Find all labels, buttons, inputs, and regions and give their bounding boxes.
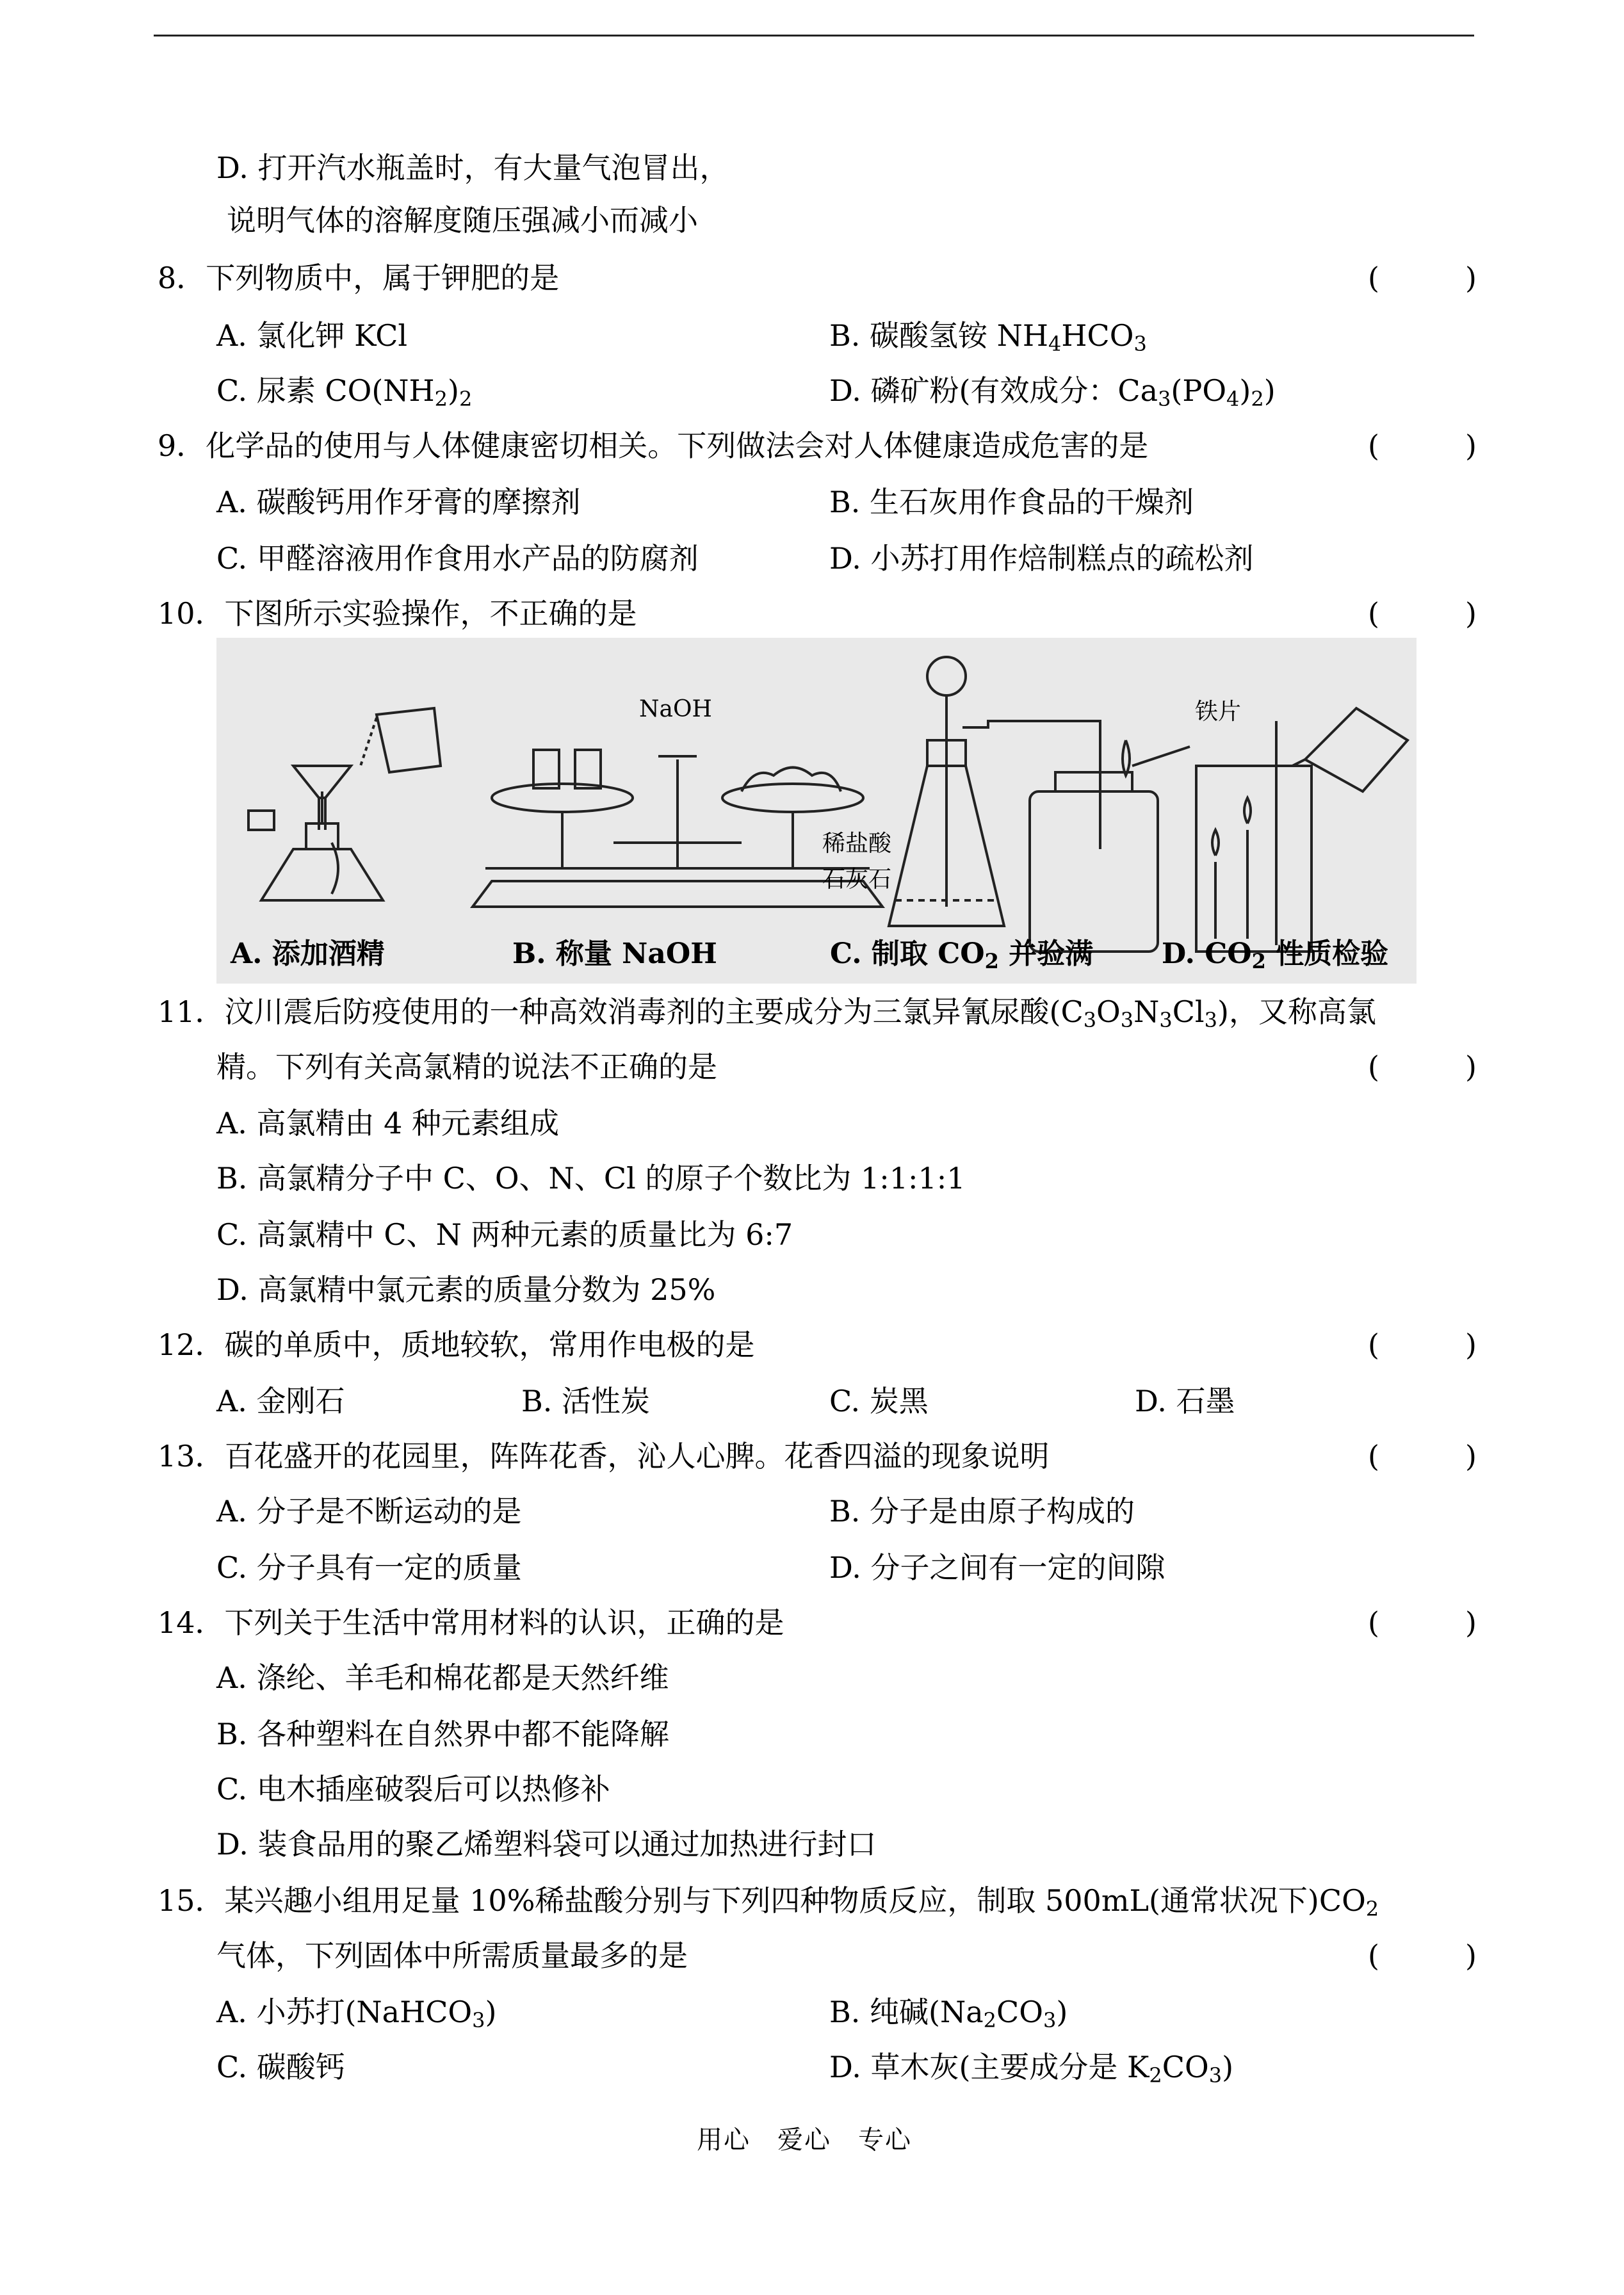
q15-option-b: B. 纯碱$(Na_2CO_3)$: [829, 1995, 1068, 2032]
label-limestone: 石灰石: [822, 866, 892, 893]
q14-stem: 14．下列关于生活中常用材料的认识，正确的是: [158, 1605, 784, 1640]
q13-option-c: C. 分子具有一定的质量: [216, 1550, 522, 1585]
q13-option-b: B. 分子是由原子构成的: [829, 1494, 1135, 1529]
q9-option-d: D. 小苏打用作焙制糕点的疏松剂: [829, 541, 1254, 576]
q7-option-d-line2: 说明气体的溶解度随压强减小而减小: [227, 203, 698, 238]
q14-option-d: D. 装食品用的聚乙烯塑料袋可以通过加热进行封口: [216, 1827, 877, 1861]
q10-experiment-figure: [216, 638, 1417, 984]
page-footer: 用心 爱心 专心: [697, 2125, 912, 2155]
caption-c: C. 制取 $CO_2$ 并验满: [830, 937, 1094, 973]
caption-a: A. 添加酒精: [231, 937, 385, 970]
label-dilute-hcl: 稀盐酸: [822, 831, 892, 857]
q8-option-c: C. 尿素 $CO(NH_2)_2$: [216, 373, 473, 411]
q11-option-a: A. 高氯精由 4 种元素组成: [216, 1106, 559, 1140]
caption-b: B. 称量 NaOH: [512, 937, 717, 970]
q14-option-b: B. 各种塑料在自然界中都不能降解: [216, 1717, 670, 1751]
label-iron-sheet: 铁片: [1195, 699, 1242, 725]
q15-option-c: C. 碳酸钙: [216, 2050, 345, 2084]
q11-stem-line1: 11．汶川震后防疫使用的一种高效消毒剂的主要成分为三氯异氰尿酸$(C_3O_3N_3Cl_3)$，又称高氯: [158, 994, 1376, 1032]
q8-option-a: A. 氯化钾 KCl: [216, 318, 408, 353]
q13-stem: 13．百花盛开的花园里，阵阵花香，沁人心脾。花香四溢的现象说明: [158, 1439, 1050, 1473]
q13-option-a: A. 分子是不断运动的是: [216, 1494, 522, 1529]
label-naoh: NaOH: [639, 696, 712, 722]
q11-option-d: D. 高氯精中氯元素的质量分数为 25%: [216, 1272, 716, 1307]
q9-option-b: B. 生石灰用作食品的干燥剂: [829, 485, 1194, 519]
alcohol-lamp-illustration: [248, 708, 441, 900]
q15-option-a: A. 小苏打(NaHCO$_3$): [216, 1995, 497, 2032]
q15-stem-line2: 气体，下列固体中所需质量最多的是: [216, 1938, 688, 1973]
q9-option-c: C. 甲醛溶液用作食用水产品的防腐剂: [216, 541, 699, 576]
q12-stem: 12．碳的单质中，质地较软，常用作电极的是: [158, 1327, 755, 1362]
q14-option-a: A. 涤纶、羊毛和棉花都是天然纤维: [216, 1660, 669, 1695]
experiment-illustrations: [216, 638, 1417, 984]
q8-stem: 8．下列物质中，属于钾肥的是: [158, 261, 560, 295]
q9-option-a: A. 碳酸钙用作牙膏的摩擦剂: [216, 485, 581, 519]
exam-page: D. 打开汽水瓶盖时，有大量气泡冒出， 说明气体的溶解度随压强减小而减小 8．下列物质中，属于钾肥的是 ( ) A. 氯化钾 KCl B. 碳酸氢铵 $NH_4HCO_3$ C. 尿素 $CO(NH_2)_2$ D. 磷矿粉(有效成分：$Ca_3(PO_4)_2$) 9．化学品的使用与人体健康密切相关。下列做法会对人体健康造成危害的是 ( ) A. 碳酸钙用作牙膏的摩擦剂 B. 生石灰用作食品的干燥剂 C. 甲醛溶液用作食用水产品的防腐剂 D. 小苏打用作焙制糕点的疏松剂 10．下图所示实验操作，不正确的是 ( ) NaOH 稀盐酸 石灰石 铁片 A. 添加酒精 B. 称量 NaOH C. 制取 $CO_2$ 并验满 D. $CO_2$ 性质检验 11．汶川震后防疫使用的一种高效消毒剂的主要成分为三氯异氰尿酸$(C_3O_3N_3Cl_3)$，又称高氯 精。下列有关高氯精的说法不正确的是 ( ) A. 高氯精由 4 种元素组成 B. 高氯精分子中 C、O、N、Cl 的原子个数比为 1:1:1:1 C. 高氯精中 C、N 两种元素的质量比为 6:7 D. 高氯精中氯元素的质量分数为 25% 12．碳的单质中，质地较软，常用作电极的是 ( ) A. 金刚石 B. 活性炭 C. 炭黑 D. 石墨 13．百花盛开的花园里，阵阵花香，沁人心脾。花香四溢的现象说明 ( ) A. 分子是不断运动的是 B. 分子是由原子构成的 C. 分子具有一定的质量 D. 分子之间有一定的间隙 14．下列关于生活中常用材料的认识，正确的是 ( ) A. 涤纶、羊毛和棉花都是天然纤维 B. 各种塑料在自然界中都不能降解 C. 电木插座破裂后可以热修补 D. 装食品用的聚乙烯塑料袋可以通过加热进行封口 15．某兴趣小组用足量 10%稀盐酸分别与下列四种物质反应，制取 500mL(通常状况下)$CO_2$ 气体，下列固体中所需质量最多的是 ( ) A. 小苏打(NaHCO$_3$) B. 纯碱$(Na_2CO_3)$ C. 碳酸钙 D. 草木灰(主要成分是 $K_2CO_3$) 用心 爱心 专心: [0, 0, 1624, 2295]
q15-stem-line1: 15．某兴趣小组用足量 10%稀盐酸分别与下列四种物质反应，制取 500mL(通常状况下)$CO_2$: [158, 1883, 1379, 1921]
q12-option-d: D. 石墨: [1135, 1384, 1235, 1418]
q7-option-d-line1: D. 打开汽水瓶盖时，有大量气泡冒出，: [216, 150, 729, 185]
balance-illustration: [473, 750, 882, 907]
header-rule: [154, 35, 1474, 36]
q8-option-b: B. 碳酸氢铵 $NH_4HCO_3$: [829, 318, 1147, 356]
q9-stem: 9．化学品的使用与人体健康密切相关。下列做法会对人体健康造成危害的是: [158, 428, 1149, 463]
co2-generator-illustration: [889, 657, 1190, 952]
q12-option-a: A. 金刚石: [216, 1384, 345, 1418]
q11-option-b: B. 高氯精分子中 C、O、N、Cl 的原子个数比为 1:1:1:1: [216, 1161, 966, 1196]
q15-option-d: D. 草木灰(主要成分是 $K_2CO_3$): [829, 2050, 1234, 2088]
q14-option-c: C. 电木插座破裂后可以热修补: [216, 1772, 610, 1806]
q12-option-b: B. 活性炭: [521, 1384, 651, 1418]
q11-option-c: C. 高氯精中 C、N 两种元素的质量比为 6:7: [216, 1217, 793, 1252]
q12-option-c: C. 炭黑: [829, 1384, 929, 1418]
q8-option-d: D. 磷矿粉(有效成分：$Ca_3(PO_4)_2$): [829, 373, 1276, 411]
q13-option-d: D. 分子之间有一定的间隙: [829, 1550, 1165, 1585]
caption-d: D. $CO_2$ 性质检验: [1162, 937, 1389, 973]
q11-stem-line2: 精。下列有关高氯精的说法不正确的是: [216, 1050, 717, 1084]
co2-property-illustration: [1196, 708, 1408, 952]
q10-stem: 10．下图所示实验操作，不正确的是: [158, 596, 637, 631]
